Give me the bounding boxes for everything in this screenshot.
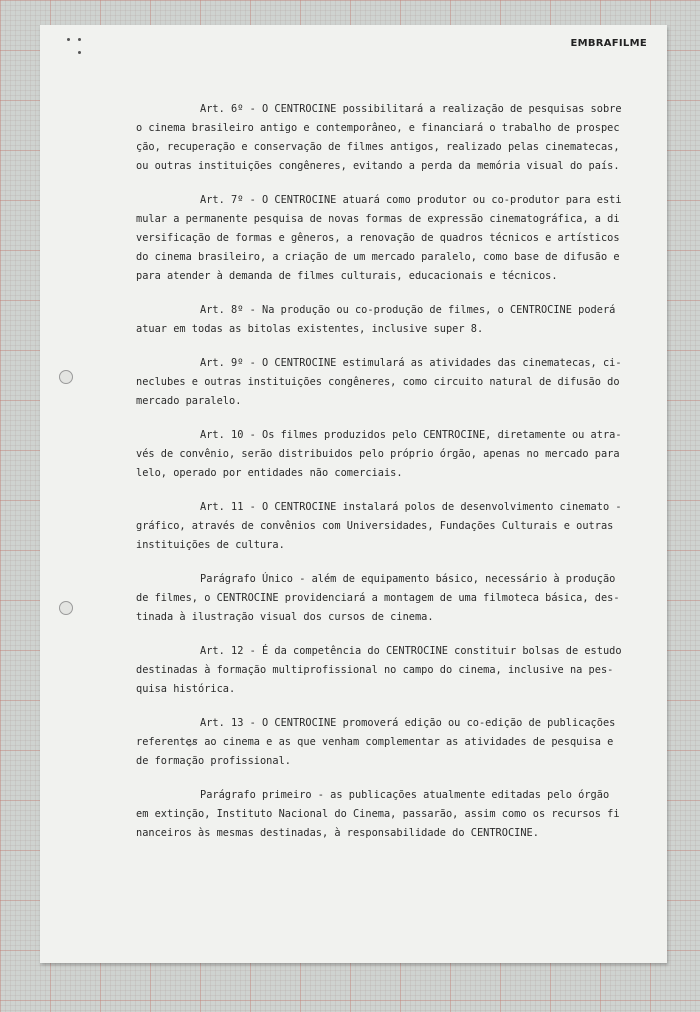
paper-speck bbox=[78, 38, 81, 41]
text-line: tinada à ilustração visual dos cursos de cinema. bbox=[136, 611, 434, 623]
text-line: destinadas à formação multiprofissional no campo do cinema, inclusive na pes- bbox=[136, 664, 614, 676]
text-line: Art. 9º - O CENTROCINE estimulará as atividades das cinematecas, ci- bbox=[200, 357, 622, 369]
text-line: Art. 6º - O CENTROCINE possibilitará a realização de pesquisas sobre bbox=[200, 103, 622, 115]
text-line: para atender à demanda de filmes culturais, educacionais e técnicos. bbox=[136, 270, 558, 282]
text-line: neclubes e outras instituições congêneres, como circuito natural de difusão do bbox=[136, 376, 620, 388]
paragraph-art-6 bbox=[136, 100, 620, 176]
text-line: de formação profissional. bbox=[136, 755, 291, 767]
text-line: ou outras instituições congêneres, evitando a perda da memória visual do país. bbox=[136, 160, 620, 172]
text-line: mercado paralelo. bbox=[136, 395, 242, 407]
text-line: gráfico, através de convênios com Universidades, Fundações Culturais e outras bbox=[136, 520, 614, 532]
paragraph-art-7 bbox=[136, 191, 620, 286]
paragraph-art-12 bbox=[136, 642, 620, 699]
text-line: o cinema brasileiro antigo e contemporâneo, e financiará o trabalho de prospec bbox=[136, 122, 620, 134]
paragraph-primeiro bbox=[136, 786, 620, 843]
text-line: atuar em todas as bitolas existentes, inclusive super 8. bbox=[136, 323, 484, 335]
text-line: de filmes, o CENTROCINE providenciará a montagem de uma filmoteca básica, des- bbox=[136, 592, 620, 604]
text-line: em extinção, Instituto Nacional do Cinema, passarão, assim como os recursos fi bbox=[136, 808, 620, 820]
punch-hole bbox=[59, 601, 73, 615]
letterhead-brand: EMBRAFILME bbox=[570, 38, 647, 49]
text-line: Art. 7º - O CENTROCINE atuará como produtor ou co-produtor para esti bbox=[200, 194, 622, 206]
document-body bbox=[136, 100, 620, 858]
text-line: instituições de cultura. bbox=[136, 539, 285, 551]
punch-hole bbox=[59, 370, 73, 384]
paper-speck bbox=[78, 51, 81, 54]
text-line: referentes ao cinema e as que venham complementar as atividades de pesquisa e bbox=[136, 736, 614, 748]
paragraph-art-10 bbox=[136, 426, 620, 483]
text-line: do cinema brasileiro, a criação de um mercado paralelo, como base de difusão e bbox=[136, 251, 620, 263]
text-line: Parágrafo primeiro - as publicações atualmente editadas pelo órgão bbox=[200, 789, 610, 801]
text-line: mular a permanente pesquisa de novas formas de expressão cinematográfica, a di bbox=[136, 213, 620, 225]
text-line: versificação de formas e gêneros, a renovação de quadros técnicos e artísticos bbox=[136, 232, 620, 244]
text-line: Art. 8º - Na produção ou co-produção de filmes, o CENTROCINE poderá bbox=[200, 304, 616, 316]
paragraph-art-11 bbox=[136, 498, 620, 555]
text-line: ção, recuperação e conservação de filmes antigos, realizado pelas cinematecas, bbox=[136, 141, 620, 153]
document-page bbox=[40, 25, 667, 963]
paragraph-unico bbox=[136, 570, 620, 627]
text-line: lelo, operado por entidades não comerciais. bbox=[136, 467, 403, 479]
paper-speck bbox=[67, 38, 70, 41]
text-line: vés de convênio, serão distribuidos pelo próprio órgão, apenas no mercado para bbox=[136, 448, 620, 460]
paragraph-art-13 bbox=[136, 714, 620, 771]
text-line: quisa histórica. bbox=[136, 683, 236, 695]
text-line: nanceiros às mesmas destinadas, à responsabilidade do CENTROCINE. bbox=[136, 827, 539, 839]
text-line: Art. 13 - O CENTROCINE promoverá edição ou co-edição de publicações bbox=[200, 717, 616, 729]
paragraph-art-8 bbox=[136, 301, 620, 339]
text-line: Art. 12 - É da competência do CENTROCINE constituir bolsas de estudo bbox=[200, 645, 622, 657]
paragraph-art-9 bbox=[136, 354, 620, 411]
text-line: Art. 11 - O CENTROCINE instalará polos de desenvolvimento cinemato - bbox=[200, 501, 622, 513]
text-line: Parágrafo Único - além de equipamento básico, necessário à produção bbox=[200, 573, 616, 585]
text-line: Art. 10 - Os filmes produzidos pelo CENTROCINE, diretamente ou atra- bbox=[200, 429, 622, 441]
